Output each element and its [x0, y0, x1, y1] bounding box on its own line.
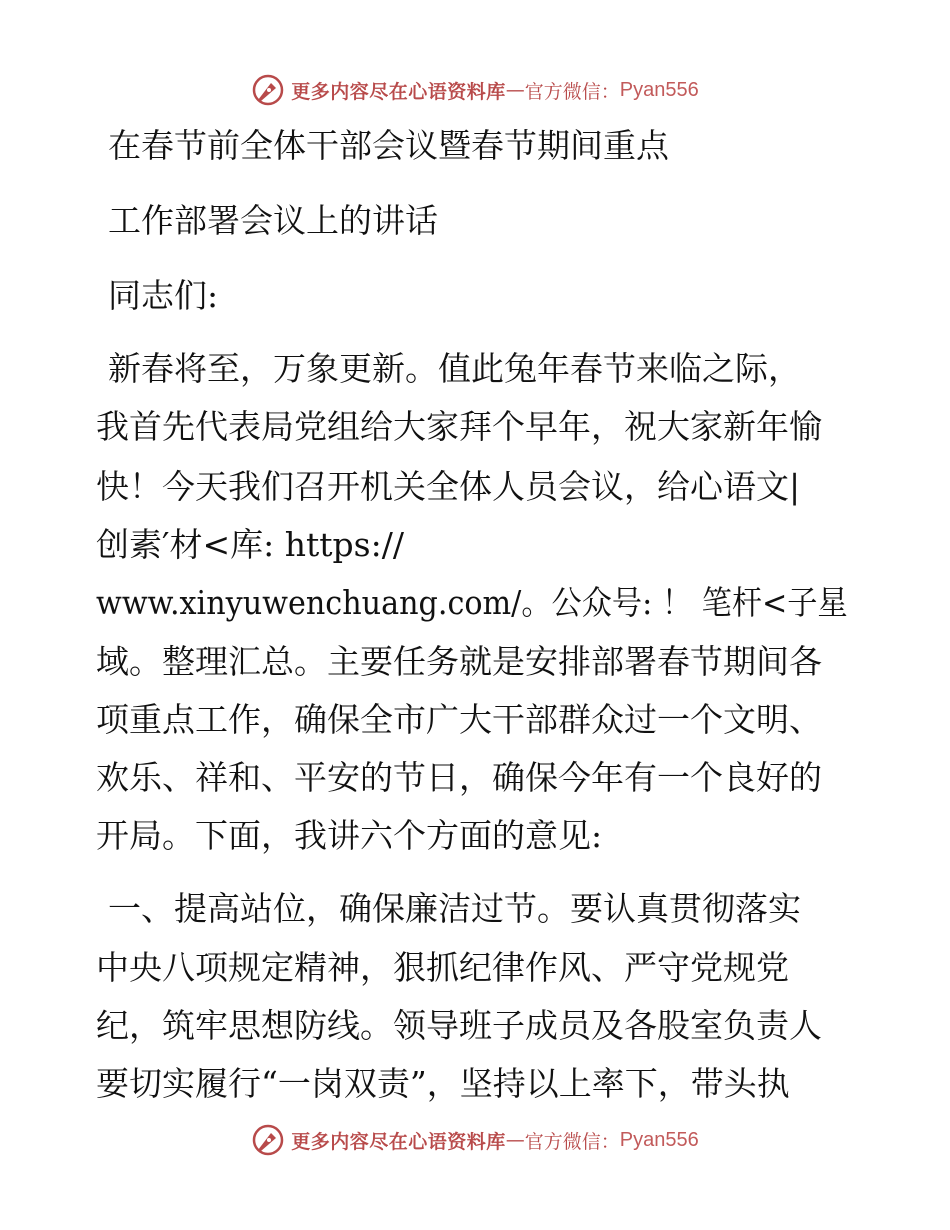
watermark-label: 官方微信：: [524, 1130, 620, 1153]
paragraph-2-line: 纪，筑牢思想防线。领导班子成员及各股室负责人: [96, 1006, 822, 1045]
watermark-main-text: 更多内容尽在心语资料库: [291, 1130, 506, 1153]
title-line-2: 工作部署会议上的讲话: [108, 201, 438, 240]
watermark-id: Pyan556: [619, 78, 699, 101]
watermark-label: 官方微信：: [524, 80, 620, 103]
paragraph-2-line: 一、提高站位，确保廉洁过节。要认真贯彻落实: [108, 889, 801, 928]
watermark-banner-bottom: [0, 1120, 950, 1160]
watermark-separator: —: [505, 79, 525, 101]
pen-nib-logo-icon: [251, 1123, 285, 1157]
paragraph-1-line: 项重点工作，确保全市广大干部群众过一个文明、: [96, 700, 822, 739]
title-line-1: 在春节前全体干部会议暨春节期间重点: [108, 126, 669, 165]
salutation: 同志们:: [108, 276, 219, 315]
watermark-main-text: 更多内容尽在心语资料库: [291, 80, 506, 103]
watermark-banner-top: [0, 70, 950, 110]
watermark-separator: —: [505, 1129, 525, 1151]
paragraph-2-line: 中央八项规定精神，狠抓纪律作风、严守党规党: [96, 948, 789, 987]
paragraph-1-line: 我首先代表局党组给大家拜个早年，祝大家新年愉: [96, 407, 822, 446]
paragraph-1-line: 域。整理汇总。主要任务就是安排部署春节期间各: [96, 642, 822, 681]
paragraph-2-line: 要切实履行“一岗双责”，坚持以上率下，带头执: [96, 1064, 790, 1103]
watermark-id: Pyan556: [619, 1128, 699, 1151]
paragraph-1-line: 新春将至，万象更新。值此兔年春节来临之际，: [108, 349, 801, 388]
paragraph-1-line: 欢乐、祥和、平安的节日，确保今年有一个良好的: [96, 758, 822, 797]
paragraph-1-line: 开局。下面，我讲六个方面的意见:: [96, 816, 603, 855]
paragraph-1-line: www.xinyuwenchuang.com/。公众号: ！ 笔杆<子星: [96, 583, 848, 622]
paragraph-1-line: 快！今天我们召开机关全体人员会议，给心语文|: [96, 467, 801, 506]
paragraph-1-line: 创素′材<库: https://: [96, 525, 404, 564]
pen-nib-logo-icon: [251, 73, 285, 107]
